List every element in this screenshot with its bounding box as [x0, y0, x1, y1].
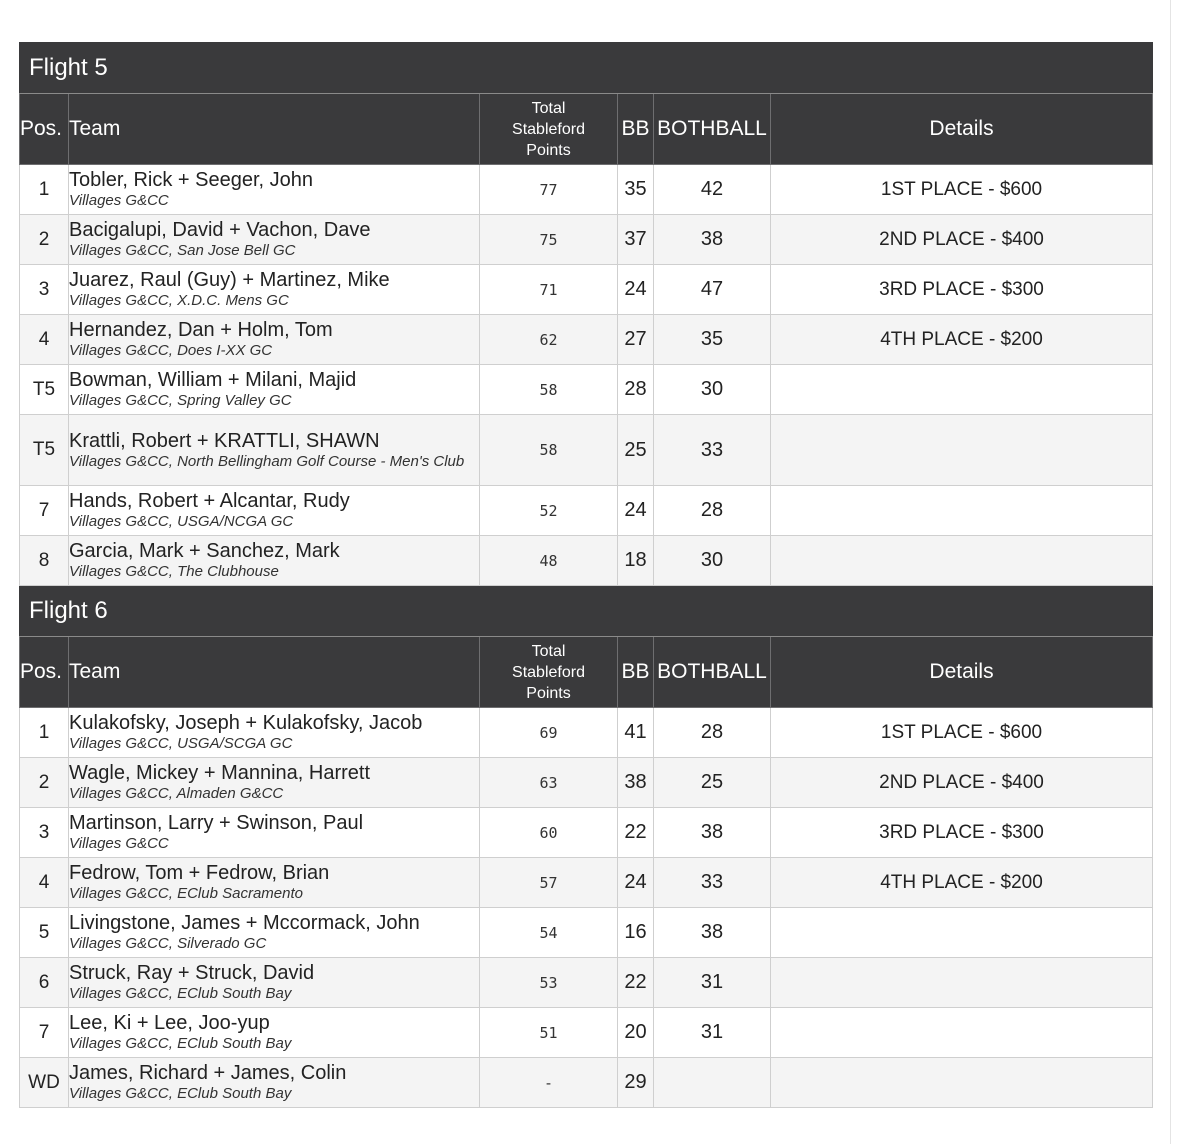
details-cell: 1ST PLACE - $600: [771, 165, 1153, 215]
details-cell: 2ND PLACE - $400: [771, 758, 1153, 808]
team-cell: [69, 486, 480, 536]
details-cell: 4TH PLACE - $200: [771, 315, 1153, 365]
team-cell: [69, 908, 480, 958]
bb-cell: 38: [618, 758, 654, 808]
team-cell: [69, 165, 480, 215]
column-header-bothball: BOTHBALL: [654, 637, 771, 708]
team-club: Villages G&CC: [69, 192, 169, 209]
team-club: Villages G&CC, The Clubhouse: [69, 563, 279, 580]
team-club: Villages G&CC: [69, 835, 169, 852]
position-cell: 4: [20, 315, 69, 365]
column-header-row: [20, 94, 1153, 165]
team-club: Villages G&CC, X.D.C. Mens GC: [69, 292, 289, 309]
team-name: Wagle, Mickey + Mannina, Harrett: [69, 762, 371, 784]
table-row: [20, 536, 1153, 586]
column-header-points-line: Stableford: [512, 120, 585, 138]
position-cell: 7: [20, 1008, 69, 1058]
details-cell: [771, 1008, 1153, 1058]
column-header-points-line: Points: [526, 141, 571, 159]
details-cell: [771, 365, 1153, 415]
team-cell: [69, 858, 480, 908]
leaderboard-body: [20, 43, 1153, 1108]
bothball-cell: [654, 1058, 771, 1108]
points-cell: 53: [480, 958, 618, 1008]
team-name: Juarez, Raul (Guy) + Martinez, Mike: [69, 269, 390, 291]
team-name: Lee, Ki + Lee, Joo-yup: [69, 1012, 270, 1034]
column-header-points-line: Stableford: [512, 663, 585, 681]
team-name: Tobler, Rick + Seeger, John: [69, 169, 314, 191]
team-name: Livingstone, James + Mccormack, John: [69, 912, 420, 934]
position-cell: 5: [20, 908, 69, 958]
team-name: Garcia, Mark + Sanchez, Mark: [69, 540, 340, 562]
team-cell: [69, 758, 480, 808]
column-header-bothball: BOTHBALL: [654, 94, 771, 165]
team-name: Bowman, William + Milani, Majid: [69, 369, 357, 391]
bothball-cell: 31: [654, 958, 771, 1008]
table-row: [20, 908, 1153, 958]
team-cell: [69, 808, 480, 858]
bothball-cell: 33: [654, 858, 771, 908]
bb-cell: 37: [618, 215, 654, 265]
team-cell: [69, 415, 480, 486]
table-row: [20, 808, 1153, 858]
table-row: [20, 265, 1153, 315]
team-club: Villages G&CC, San Jose Bell GC: [69, 242, 296, 259]
bb-cell: 24: [618, 265, 654, 315]
details-cell: [771, 908, 1153, 958]
table-row: [20, 758, 1153, 808]
points-cell: 54: [480, 908, 618, 958]
team-cell: [69, 536, 480, 586]
team-name: Hands, Robert + Alcantar, Rudy: [69, 490, 350, 512]
bothball-cell: 31: [654, 1008, 771, 1058]
team-cell: [69, 1058, 480, 1108]
team-cell: [69, 215, 480, 265]
bb-cell: 41: [618, 708, 654, 758]
team-name: Struck, Ray + Struck, David: [69, 962, 315, 984]
team-name: Hernandez, Dan + Holm, Tom: [69, 319, 333, 341]
bb-cell: 22: [618, 958, 654, 1008]
bothball-cell: 38: [654, 215, 771, 265]
points-cell: 58: [480, 365, 618, 415]
points-cell: 77: [480, 165, 618, 215]
column-header-points: [480, 637, 618, 708]
flight-title: Flight 5: [20, 43, 1153, 94]
table-row: [20, 315, 1153, 365]
flight-header: [20, 43, 1153, 94]
details-cell: [771, 536, 1153, 586]
bothball-cell: 38: [654, 808, 771, 858]
bb-cell: 35: [618, 165, 654, 215]
bothball-cell: 47: [654, 265, 771, 315]
team-cell: [69, 958, 480, 1008]
bb-cell: 29: [618, 1058, 654, 1108]
flight-header: [20, 586, 1153, 637]
team-cell: [69, 265, 480, 315]
column-header-details: Details: [771, 637, 1153, 708]
position-cell: 2: [20, 758, 69, 808]
points-cell: -: [480, 1058, 618, 1108]
team-cell: [69, 708, 480, 758]
team-name: Martinson, Larry + Swinson, Paul: [69, 812, 364, 834]
team-club: Villages G&CC, Does I-XX GC: [69, 342, 273, 359]
bothball-cell: 35: [654, 315, 771, 365]
position-cell: 3: [20, 808, 69, 858]
team-cell: [69, 365, 480, 415]
position-cell: 1: [20, 165, 69, 215]
position-cell: 3: [20, 265, 69, 315]
bb-cell: 25: [618, 415, 654, 486]
team-name: Fedrow, Tom + Fedrow, Brian: [69, 862, 330, 884]
team-name: Bacigalupi, David + Vachon, Dave: [69, 219, 371, 241]
table-row: [20, 1058, 1153, 1108]
table-row: [20, 365, 1153, 415]
details-cell: [771, 486, 1153, 536]
points-cell: 52: [480, 486, 618, 536]
table-row: [20, 415, 1153, 486]
column-header-team: Team: [69, 94, 480, 165]
details-cell: 3RD PLACE - $300: [771, 265, 1153, 315]
column-header-team: Team: [69, 637, 480, 708]
bb-cell: 16: [618, 908, 654, 958]
bothball-cell: 25: [654, 758, 771, 808]
team-cell: [69, 1008, 480, 1058]
points-cell: 69: [480, 708, 618, 758]
column-header-points-line: Points: [526, 684, 571, 702]
points-cell: 51: [480, 1008, 618, 1058]
column-header-pos: Pos.: [20, 94, 69, 165]
team-club: Villages G&CC, Almaden G&CC: [69, 785, 284, 802]
column-header-bb: BB: [618, 637, 654, 708]
details-cell: 2ND PLACE - $400: [771, 215, 1153, 265]
table-row: [20, 486, 1153, 536]
details-cell: 4TH PLACE - $200: [771, 858, 1153, 908]
team-club: Villages G&CC, USGA/SCGA GC: [69, 735, 293, 752]
details-cell: 3RD PLACE - $300: [771, 808, 1153, 858]
points-cell: 48: [480, 536, 618, 586]
details-cell: [771, 415, 1153, 486]
bothball-cell: 28: [654, 708, 771, 758]
position-cell: 4: [20, 858, 69, 908]
bothball-cell: 38: [654, 908, 771, 958]
column-header-pos: Pos.: [20, 637, 69, 708]
table-row: [20, 708, 1153, 758]
flight-title: Flight 6: [20, 586, 1153, 637]
bothball-cell: 28: [654, 486, 771, 536]
bothball-cell: 30: [654, 365, 771, 415]
column-header-points: [480, 94, 618, 165]
points-cell: 75: [480, 215, 618, 265]
bothball-cell: 42: [654, 165, 771, 215]
points-cell: 63: [480, 758, 618, 808]
points-cell: 57: [480, 858, 618, 908]
points-cell: 58: [480, 415, 618, 486]
team-club: Villages G&CC, EClub South Bay: [69, 985, 292, 1002]
points-cell: 62: [480, 315, 618, 365]
bb-cell: 18: [618, 536, 654, 586]
details-cell: 1ST PLACE - $600: [771, 708, 1153, 758]
details-cell: [771, 958, 1153, 1008]
team-cell: [69, 315, 480, 365]
team-club: Villages G&CC, North Bellingham Golf Course - Men's Club: [69, 452, 465, 470]
table-row: [20, 165, 1153, 215]
details-cell: [771, 1058, 1153, 1108]
position-cell: 2: [20, 215, 69, 265]
points-cell: 60: [480, 808, 618, 858]
position-cell: 7: [20, 486, 69, 536]
column-header-points-line: Total: [531, 99, 566, 117]
bb-cell: 22: [618, 808, 654, 858]
column-header-points-line: Total: [531, 642, 566, 660]
bothball-cell: 30: [654, 536, 771, 586]
team-club: Villages G&CC, USGA/NCGA GC: [69, 513, 294, 530]
team-club: Villages G&CC, Spring Valley GC: [69, 392, 292, 409]
column-header-bb: BB: [618, 94, 654, 165]
table-row: [20, 858, 1153, 908]
table-row: [20, 958, 1153, 1008]
points-cell: 71: [480, 265, 618, 315]
position-cell: 6: [20, 958, 69, 1008]
bb-cell: 24: [618, 858, 654, 908]
bb-cell: 28: [618, 365, 654, 415]
bb-cell: 27: [618, 315, 654, 365]
column-header-row: [20, 637, 1153, 708]
bothball-cell: 33: [654, 415, 771, 486]
page-scroll-edge: [1170, 0, 1171, 1144]
bb-cell: 24: [618, 486, 654, 536]
position-cell: T5: [20, 365, 69, 415]
column-header-details: Details: [771, 94, 1153, 165]
team-name: James, Richard + James, Colin: [69, 1062, 347, 1084]
table-row: [20, 215, 1153, 265]
team-club: Villages G&CC, EClub South Bay: [69, 1085, 292, 1102]
team-club: Villages G&CC, Silverado GC: [69, 935, 267, 952]
position-cell: 8: [20, 536, 69, 586]
table-row: [20, 1008, 1153, 1058]
team-club: Villages G&CC, EClub Sacramento: [69, 885, 303, 902]
bb-cell: 20: [618, 1008, 654, 1058]
team-club: Villages G&CC, EClub South Bay: [69, 1035, 292, 1052]
position-cell: 1: [20, 708, 69, 758]
position-cell: WD: [20, 1058, 69, 1108]
leaderboard-table: [19, 42, 1153, 1108]
position-cell: T5: [20, 415, 69, 486]
team-name: Kulakofsky, Joseph + Kulakofsky, Jacob: [69, 712, 423, 734]
team-name: Krattli, Robert + KRATTLI, SHAWN: [69, 429, 380, 452]
